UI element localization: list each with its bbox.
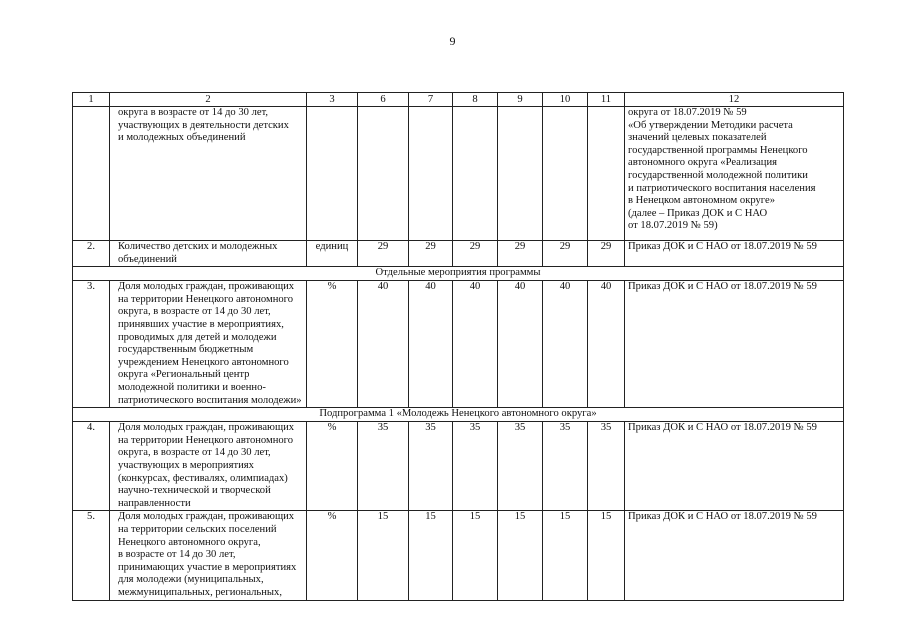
value-cell: 15 bbox=[543, 511, 588, 600]
value-cell: 29 bbox=[543, 241, 588, 267]
column-header: 6 bbox=[358, 93, 409, 107]
value-cell: 35 bbox=[588, 422, 625, 511]
value-cell: 40 bbox=[358, 281, 409, 408]
section-title: Подпрограмма 1 «Молодежь Ненецкого автономного округа» bbox=[73, 408, 844, 422]
row-number: 4. bbox=[73, 422, 110, 511]
unit-cell: % bbox=[307, 422, 358, 511]
value-cell: 40 bbox=[409, 281, 453, 408]
value-cell bbox=[409, 107, 453, 241]
indicator-name: Доля молодых граждан, проживающих на территории Ненецкого автономного округа, в возрасте от 14 до 30 лет, участвующих в мероприятиях (конкурсах, фестивалях, олимпиадах) научно-технической и творческой направленности bbox=[118, 422, 295, 509]
column-header: 11 bbox=[588, 93, 625, 107]
source-cell bbox=[625, 281, 844, 408]
header-row bbox=[73, 93, 844, 107]
unit-cell: единиц bbox=[307, 241, 358, 267]
value-cell bbox=[498, 107, 543, 241]
column-header: 7 bbox=[409, 93, 453, 107]
indicator-name: Количество детских и молодежных объединений bbox=[118, 241, 278, 265]
value-cell bbox=[453, 107, 498, 241]
column-header: 3 bbox=[307, 93, 358, 107]
value-cell: 29 bbox=[358, 241, 409, 267]
value-cell bbox=[543, 107, 588, 241]
source-cell bbox=[625, 511, 844, 600]
indicators-table bbox=[72, 92, 844, 601]
column-header: 9 bbox=[498, 93, 543, 107]
value-cell: 15 bbox=[498, 511, 543, 600]
value-cell: 40 bbox=[543, 281, 588, 408]
source-text: Приказ ДОК и С НАО от 18.07.2019 № 59 bbox=[628, 511, 817, 523]
page-number: 9 bbox=[449, 34, 456, 48]
value-cell: 15 bbox=[453, 511, 498, 600]
table-row bbox=[73, 241, 844, 267]
source-text: Приказ ДОК и С НАО от 18.07.2019 № 59 bbox=[628, 281, 817, 293]
section-row bbox=[73, 267, 844, 281]
column-header: 8 bbox=[453, 93, 498, 107]
column-header: 12 bbox=[625, 93, 844, 107]
source-text: Приказ ДОК и С НАО от 18.07.2019 № 59 bbox=[628, 422, 817, 434]
column-header: 10 bbox=[543, 93, 588, 107]
table-row bbox=[73, 422, 844, 511]
indicator-cell bbox=[110, 241, 307, 267]
value-cell: 35 bbox=[409, 422, 453, 511]
value-cell: 15 bbox=[358, 511, 409, 600]
value-cell: 29 bbox=[453, 241, 498, 267]
section-row bbox=[73, 408, 844, 422]
indicator-cell bbox=[110, 107, 307, 241]
value-cell: 15 bbox=[409, 511, 453, 600]
value-cell: 15 bbox=[588, 511, 625, 600]
indicator-name: округа в возрасте от 14 до 30 лет, участвующих в деятельности детских и молодежных объединений bbox=[118, 107, 289, 144]
value-cell bbox=[588, 107, 625, 241]
indicator-cell bbox=[110, 511, 307, 600]
indicator-cell bbox=[110, 281, 307, 408]
value-cell: 29 bbox=[588, 241, 625, 267]
value-cell: 29 bbox=[498, 241, 543, 267]
row-number: 2. bbox=[73, 241, 110, 267]
unit-cell: % bbox=[307, 281, 358, 408]
table-row bbox=[73, 511, 844, 600]
value-cell: 40 bbox=[498, 281, 543, 408]
value-cell bbox=[358, 107, 409, 241]
indicator-cell bbox=[110, 422, 307, 511]
indicator-name: Доля молодых граждан, проживающих на территории Ненецкого автономного округа, в возрасте от 14 до 30 лет, принявших участие в мероприятиях, проводимых для детей и молодежи государственным бюджетным учреждением Ненецкого автономного округа «Региональный центр молодежной политики и военно- патриотического воспитания молодежи» bbox=[118, 281, 302, 406]
row-number: 3. bbox=[73, 281, 110, 408]
value-cell: 35 bbox=[498, 422, 543, 511]
value-cell: 29 bbox=[409, 241, 453, 267]
source-text: округа от 18.07.2019 № 59 «Об утверждении Методики расчета значений целевых показателей государственной программы Ненецкого автономного округа «Реализация государственной молодежной политики и патриотического воспитания населения в Ненецком автономном округе» (далее – Приказ ДОК и С НАО от 18.07.2019 № 59) bbox=[628, 107, 816, 232]
value-cell: 35 bbox=[453, 422, 498, 511]
row-number bbox=[73, 107, 110, 241]
unit-cell bbox=[307, 107, 358, 241]
unit-cell: % bbox=[307, 511, 358, 600]
value-cell: 40 bbox=[588, 281, 625, 408]
value-cell: 35 bbox=[543, 422, 588, 511]
table-row bbox=[73, 281, 844, 408]
value-cell: 35 bbox=[358, 422, 409, 511]
row-number: 5. bbox=[73, 511, 110, 600]
source-cell bbox=[625, 107, 844, 241]
source-text: Приказ ДОК и С НАО от 18.07.2019 № 59 bbox=[628, 241, 817, 252]
section-title: Отдельные мероприятия программы bbox=[73, 267, 844, 281]
table-row bbox=[73, 107, 844, 241]
value-cell: 40 bbox=[453, 281, 498, 408]
indicator-name: Доля молодых граждан, проживающих на территории сельских поселений Ненецкого автономного округа, в возрасте от 14 до 30 лет, принимающих участие в мероприятиях для молодежи (муниципальных, межмуниципальных, региональных, bbox=[118, 511, 297, 598]
column-header: 2 bbox=[110, 93, 307, 107]
source-cell bbox=[625, 422, 844, 511]
source-cell bbox=[625, 241, 844, 267]
column-header: 1 bbox=[73, 93, 110, 107]
